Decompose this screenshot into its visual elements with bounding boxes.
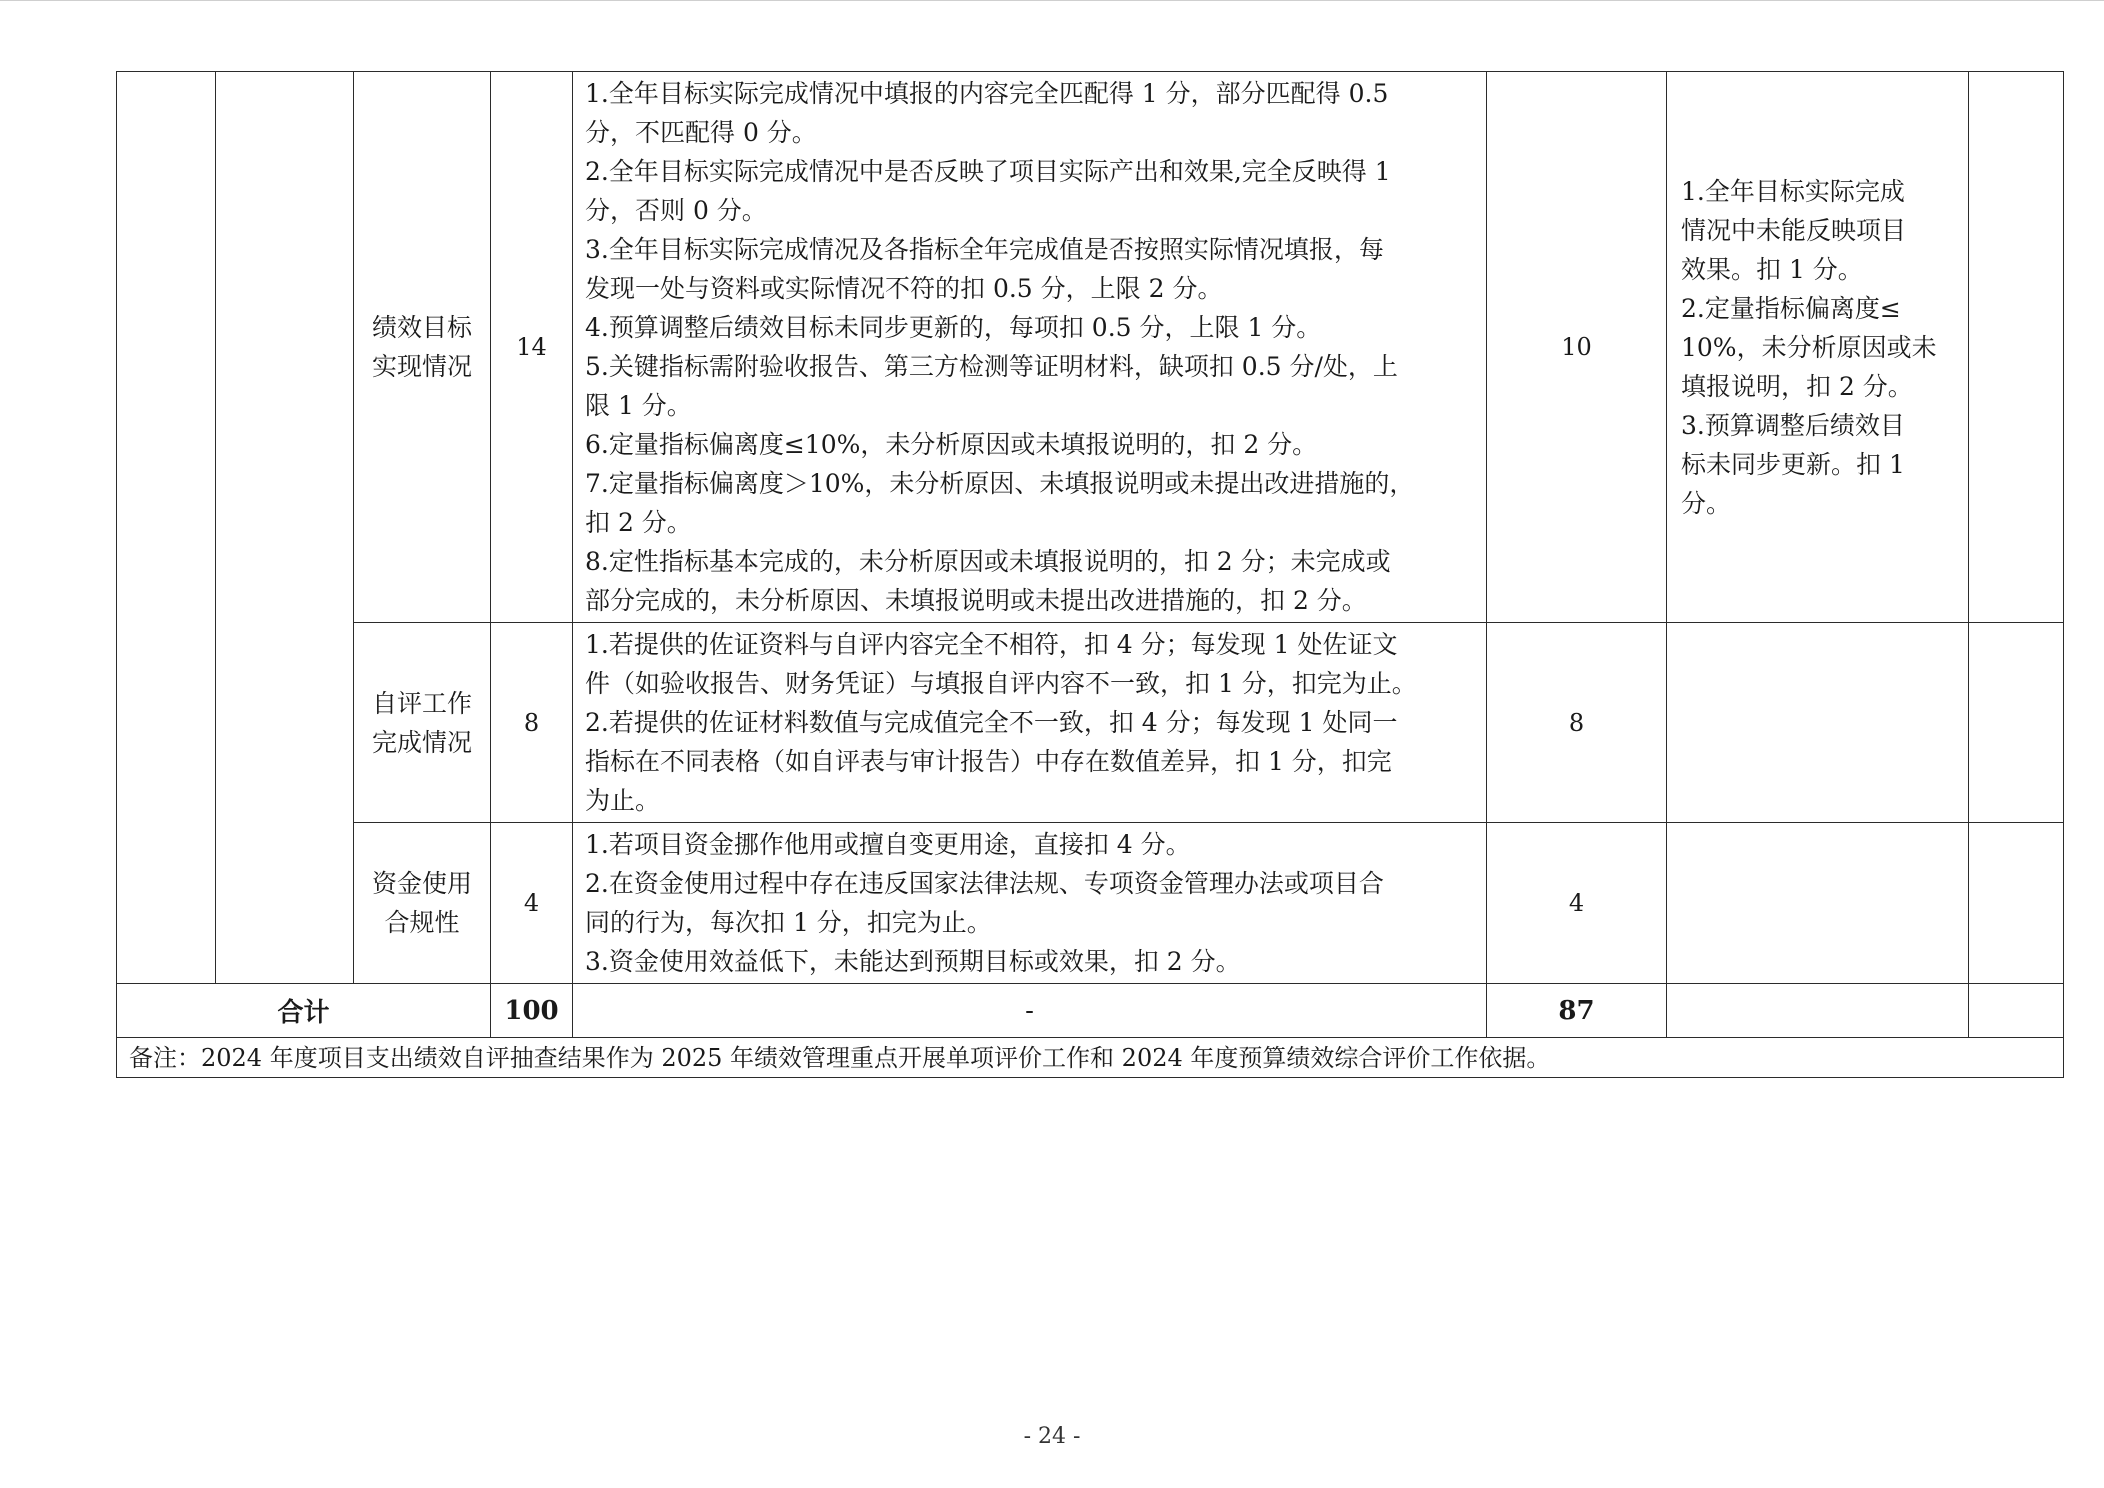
scoring-rules: 1.全年目标实际完成情况中填报的内容完全匹配得 1 分，部分匹配得 0.5 分，不匹配得 0 分。 2.全年目标实际完成情况中是否反映了项目实际产出和效果,完全反映得 1 分，否则 0 分。 3.全年目标实际完成情况及各指标全年完成值是否按照实际情况填报，每 发现一处与资料或实际情况不符的扣 0.5 分，上限 2 分。 4.预算调整后绩效目标未同步更新的，每项扣 0.5 分，上限 1 分。 5.关键指标需附验收报告、第三方检测等证明材料，缺项扣 0.5 分/处，上 限 1 分。 6.定量指标偏离度≤10%，未分析原因或未填报说明的，扣 2 分。 7.定量指标偏离度＞10%，未分析原因、未填报说明或未提出改进措施的， 扣 2 分。 8.定性指标基本完成的，未分析原因或未填报说明的，扣 2 分；未完成或 部分完成的，未分析原因、未填报说明或未提出改进措施的，扣 2 分。	[573, 72, 1487, 623]
total-score: 87	[1487, 984, 1667, 1038]
evaluation-score: 10	[1487, 72, 1667, 623]
total-rules-placeholder: -	[573, 984, 1487, 1038]
indicator-name: 绩效目标 实现情况	[354, 72, 491, 623]
remarks-cell	[1969, 72, 2064, 623]
table-row	[117, 823, 2064, 984]
deduction-findings: 1.全年目标实际完成 情况中未能反映项目 效果。扣 1 分。 2.定量指标偏离度≤ 10%，未分析原因或未 填报说明，扣 2 分。 3.预算调整后绩效目 标未同步更新。扣 1 分。	[1667, 72, 1969, 623]
remarks-cell	[1969, 823, 2064, 984]
indicator-weight: 4	[491, 823, 573, 984]
evaluation-score: 4	[1487, 823, 1667, 984]
scoring-rules: 1.若提供的佐证资料与自评内容完全不相符，扣 4 分；每发现 1 处佐证文 件（如验收报告、财务凭证）与填报自评内容不一致，扣 1 分，扣完为止。 2.若提供的佐证材料数值与完成值完全不一致，扣 4 分；每发现 1 处同一 指标在不同表格（如自评表与审计报告）中存在数值差异，扣 1 分，扣完 为止。	[573, 623, 1487, 823]
table-row	[117, 623, 2064, 823]
indicator-name: 资金使用 合规性	[354, 823, 491, 984]
note-row	[117, 1038, 2064, 1078]
evaluation-score: 8	[1487, 623, 1667, 823]
scoring-rules: 1.若项目资金挪作他用或擅自变更用途，直接扣 4 分。 2.在资金使用过程中存在违反国家法律法规、专项资金管理办法或项目合 同的行为，每次扣 1 分，扣完为止。 3.资金使用效益低下，未能达到预期目标或效果，扣 2 分。	[573, 823, 1487, 984]
total-findings-cell	[1667, 984, 1969, 1038]
level2-category-cell	[216, 72, 354, 984]
evaluation-table	[116, 71, 2064, 1078]
indicator-weight: 8	[491, 623, 573, 823]
total-label: 合计	[117, 984, 491, 1038]
remarks-cell	[1969, 623, 2064, 823]
deduction-findings	[1667, 623, 1969, 823]
total-row	[117, 984, 2064, 1038]
page-top-border	[0, 0, 2104, 1]
total-weight: 100	[491, 984, 573, 1038]
page-number: - 24 -	[1023, 1424, 1081, 1449]
total-remarks-cell	[1969, 984, 2064, 1038]
table-note: 备注：2024 年度项目支出绩效自评抽查结果作为 2025 年绩效管理重点开展单项评价工作和 2024 年度预算绩效综合评价工作依据。	[117, 1038, 2064, 1078]
indicator-weight: 14	[491, 72, 573, 623]
table-row	[117, 72, 2064, 623]
deduction-findings	[1667, 823, 1969, 984]
indicator-name: 自评工作 完成情况	[354, 623, 491, 823]
level1-category-cell	[117, 72, 216, 984]
